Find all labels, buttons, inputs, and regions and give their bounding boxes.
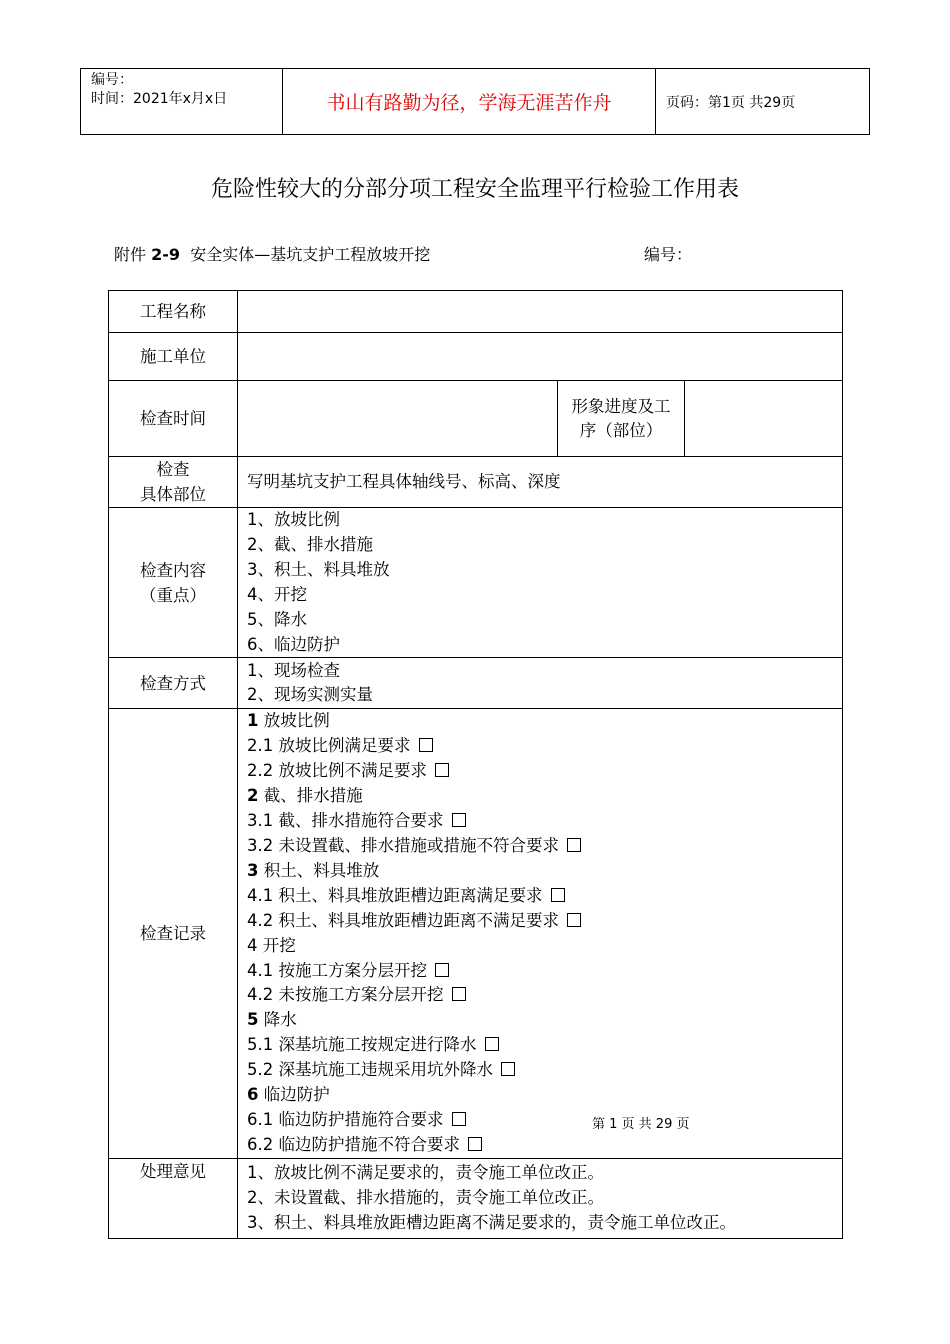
checkbox[interactable] (452, 813, 466, 827)
record-line: 2.1 放坡比例满足要求 (247, 734, 842, 759)
contractor-field[interactable] (238, 333, 843, 381)
record-line: 2.2 放坡比例不满足要求 (247, 759, 842, 784)
page-label: 页码：第1页 共29页 (666, 94, 796, 111)
record-line: 4.1 积土、料具堆放距槽边距离满足要求 (247, 884, 842, 909)
record-label: 检查记录 (109, 709, 238, 1158)
subtitle-prefix: 附件 (114, 245, 147, 264)
content-item: 5、降水 (247, 609, 307, 629)
row-location (109, 457, 843, 508)
method-list (238, 658, 843, 709)
progress-label: 形象进度及工序（部位） (558, 381, 685, 457)
project-name-field[interactable] (238, 291, 843, 333)
record-heading: 2 截、排水措施 (247, 786, 363, 806)
checkbox[interactable] (567, 838, 581, 852)
checkbox[interactable] (435, 763, 449, 777)
location-label-line1: 检查 (156, 460, 190, 479)
project-name-label: 工程名称 (109, 291, 238, 333)
page-number-footer: 第 1 页 共 29 页 (592, 1117, 690, 1132)
record-line: 6.1 临边防护措施符合要求 (247, 1108, 842, 1133)
content-item: 2、截、排水措施 (247, 534, 373, 554)
number-label: 编号： (91, 72, 133, 88)
record-line: 3.1 截、排水措施符合要求 (247, 809, 842, 834)
opinion-item: 3、积土、料具堆放距槽边距离不满足要求的，责令施工单位改正。 (247, 1212, 736, 1232)
content-label-line1: 检查内容 (140, 560, 206, 580)
checkbox[interactable] (419, 738, 433, 752)
checkbox[interactable] (435, 963, 449, 977)
content-list (238, 508, 843, 658)
checkbox[interactable] (501, 1062, 515, 1076)
method-item: 2、现场实测实量 (247, 685, 373, 705)
inspection-form (108, 290, 843, 1239)
record-heading: 6 临边防护 (247, 1085, 330, 1105)
subtitle (114, 242, 814, 265)
checkbox[interactable] (452, 1112, 466, 1126)
record-line: 5.2 深基坑施工违规采用坑外降水 (247, 1058, 842, 1083)
checkbox[interactable] (551, 888, 565, 902)
date-label: 时间：2021年x月x日 (91, 91, 228, 107)
method-label: 检查方式 (109, 658, 238, 709)
content-item: 1、放坡比例 (247, 510, 340, 529)
contractor-label: 施工单位 (109, 333, 238, 381)
header-box (80, 68, 870, 135)
location-label (109, 457, 238, 508)
record-heading: 5 降水 (247, 1010, 297, 1030)
record-heading: 3 积土、料具堆放 (247, 860, 380, 880)
subtitle-name: 安全实体—基坑支护工程放坡开挖 (190, 245, 431, 264)
record-line: 4.2 积土、料具堆放距槽边距离不满足要求 (247, 909, 842, 934)
location-value: 写明基坑支护工程具体轴线号、标高、深度 (238, 457, 843, 508)
header-left-cell (81, 69, 283, 134)
time-field[interactable] (238, 381, 558, 457)
record-line: 4.2 未按施工方案分层开挖 (247, 983, 842, 1008)
record-heading: 1 放坡比例 (247, 711, 330, 731)
time-label: 检查时间 (109, 381, 238, 457)
record-list (238, 709, 843, 1158)
content-item: 3、积土、料具堆放 (247, 559, 390, 579)
subtitle-code: 2-9 (151, 245, 181, 264)
opinion-label: 处理意见 (109, 1158, 238, 1238)
opinion-item: 2、未设置截、排水措施的，责令施工单位改正。 (247, 1187, 604, 1207)
record-line: 6.2 临边防护措施不符合要求 (247, 1133, 842, 1158)
record-heading: 4 开挖 (247, 935, 296, 955)
checkbox[interactable] (468, 1137, 482, 1151)
row-project-name (109, 291, 843, 333)
content-item: 4、开挖 (247, 584, 307, 604)
location-label-line2: 具体部位 (140, 485, 206, 504)
checkbox[interactable] (485, 1037, 499, 1051)
subtitle-number-label: 编号： (644, 245, 693, 264)
method-item: 1、现场检查 (247, 660, 340, 680)
record-line: 5.1 深基坑施工按规定进行降水 (247, 1033, 842, 1058)
motto: 书山有路勤为径，学海无涯苦作舟 (283, 69, 656, 134)
row-opinion (109, 1158, 843, 1238)
page-title: 危险性较大的分部分项工程安全监理平行检验工作用表 (210, 177, 739, 202)
row-method (109, 658, 843, 709)
row-content (109, 508, 843, 658)
checkbox[interactable] (567, 913, 581, 927)
record-line: 4.1 按施工方案分层开挖 (247, 959, 842, 984)
checkbox[interactable] (452, 987, 466, 1001)
opinion-list (238, 1158, 843, 1238)
content-label-line2: （重点） (140, 585, 206, 605)
content-item: 6、临边防护 (247, 634, 340, 654)
opinion-item: 1、放坡比例不满足要求的，责令施工单位改正。 (247, 1162, 604, 1182)
row-time (109, 381, 843, 457)
content-label (109, 508, 238, 658)
row-record (109, 709, 843, 1158)
record-line: 3.2 未设置截、排水措施或措施不符合要求 (247, 834, 842, 859)
row-contractor (109, 333, 843, 381)
progress-field[interactable] (685, 381, 843, 457)
